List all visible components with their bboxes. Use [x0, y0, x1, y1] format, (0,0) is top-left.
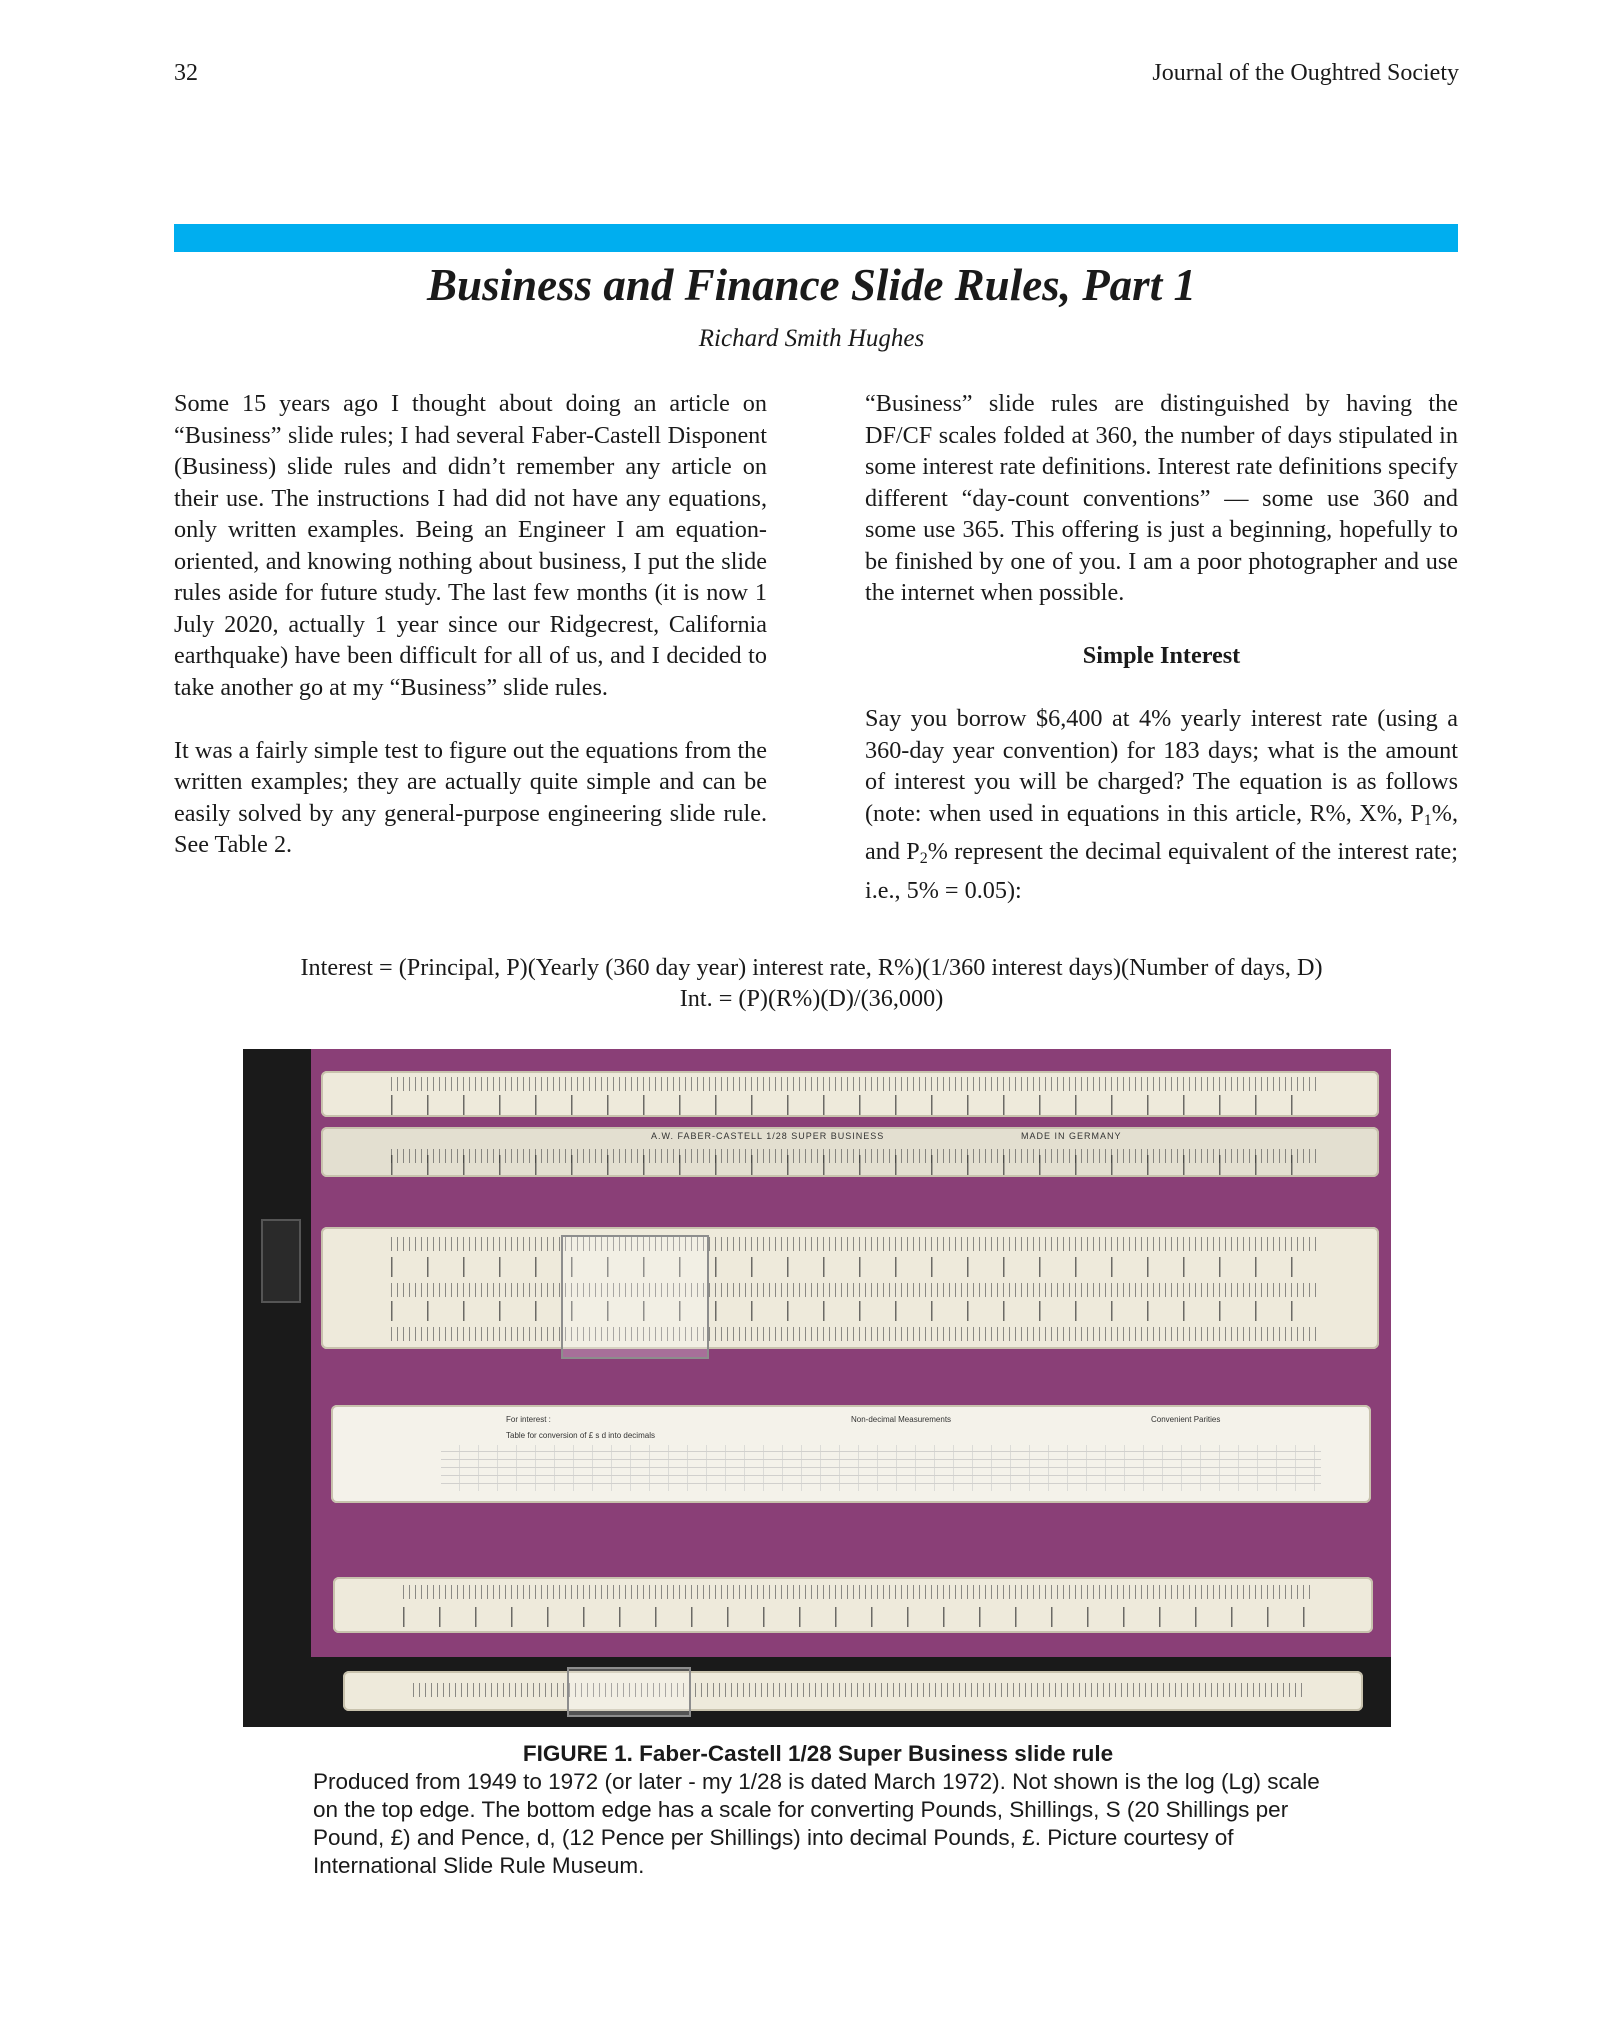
scale-ticks — [391, 1155, 1319, 1175]
equations — [0, 952, 1623, 1014]
author: Richard Smith Hughes — [698, 325, 925, 352]
scale-ticks — [391, 1283, 1319, 1297]
slide-rule-top — [321, 1071, 1379, 1117]
scale-ticks — [391, 1301, 1319, 1321]
caption-text: Produced from 1949 to 1972 (or later - my 1/28 is dated March 1972). Not shown is the log (Lg) scale on the top edge. The bottom edge has a scale for converting Pounds, Shillings, S (20 Shillings per Pound, £) and Pence, d, (12 Pence per Shillings) into decimal Pounds, £. Picture courtesy of International Slide Rule Museum. — [313, 1769, 1320, 1878]
paragraph: “Business” slide rules are distinguished by having the DF/CF scales folded at 360, the number of days stipulated in some interest rate definitions. Interest rate definitions specify different “day-count conventions” — some use 360 and some use 365. This offering is just a beginning, hopefully to be finished by one of you. I am a poor photographer and use the internet when possible. — [865, 390, 1458, 606]
scale-ticks — [391, 1237, 1319, 1251]
back-table-grid — [441, 1445, 1321, 1491]
text-run: Say you borrow $6,400 at 4% yearly interest rate (using a 360-day year convention) for 183 days; what is the amount of interest you will be charged? The equation is as follows (note: when used in equations in this article, R%, X%, P — [865, 705, 1458, 827]
scale-ticks — [391, 1095, 1319, 1115]
text-run: % represent the decimal equivalent of the interest rate; i.e., 5% = 0.05): — [865, 838, 1458, 904]
caption-title: FIGURE 1. Faber-Castell 1/28 Super Business slide rule — [522, 1741, 1114, 1766]
rule-imprint: A.W. FABER-CASTELL 1/28 SUPER BUSINESS — [651, 1131, 885, 1141]
paragraph: It was a fairly simple test to figure out the equations from the written examples; they are actually quite simple and can be easily solved by any general-purpose engineering slide rule. See Table 2. — [174, 736, 767, 858]
black-strip — [243, 1049, 311, 1727]
slide-rule-front — [321, 1227, 1379, 1349]
paragraph: Some 15 years ago I thought about doing an article on “Business” slide rules; I had several Faber-Castell Disponent (Business) slide rules and didn’t remember any article on their use. The instructions I had did not have any equations, only written examples. Being an Engineer I am equation-oriented, and knowing nothing about business, I put the slide rules aside for future study. The last few months (it is now 1 July 2020, actually 1 year since our Ridgecrest, California earthquake) have been difficult for all of us, and I decided to take another go at my “Business” slide rules. — [174, 390, 767, 701]
made-in-label: MADE IN GERMANY — [1021, 1131, 1122, 1141]
title-bar — [174, 224, 1458, 252]
equation: Interest = (Principal, P)(Yearly (360 day year) interest rate, R%)(1/360 interest days)(Number of days, D) — [300, 954, 1323, 981]
figure-caption — [313, 1740, 1323, 1880]
scale-ticks — [391, 1077, 1319, 1091]
scale-ticks — [413, 1683, 1303, 1697]
hinge-clip — [261, 1219, 301, 1303]
slide-rule-edge — [343, 1671, 1363, 1711]
article-title: Business and Finance Slide Rules, Part 1 — [427, 260, 1196, 310]
slide-rule-middle — [321, 1127, 1379, 1177]
left-column — [174, 388, 767, 861]
scale-ticks — [391, 1257, 1319, 1277]
text-run: %, and P — [865, 799, 1458, 865]
running-header: Journal of the Oughtred Society — [1152, 60, 1459, 86]
slide-rule-back — [331, 1405, 1371, 1503]
back-non-decimal: Non-decimal Measurements — [851, 1415, 952, 1424]
paragraph — [865, 703, 1458, 906]
back-for-interest: For interest : — [506, 1415, 551, 1424]
scale-ticks — [403, 1585, 1313, 1599]
cursor — [561, 1235, 709, 1359]
right-column — [865, 388, 1458, 906]
figure-photo — [243, 1049, 1391, 1727]
back-parities: Convenient Parities — [1151, 1415, 1221, 1424]
scale-ticks — [391, 1327, 1319, 1341]
equation: Int. = (P)(R%)(D)/(36,000) — [679, 985, 944, 1012]
slide-reverse — [333, 1577, 1373, 1633]
section-heading: Simple Interest — [1082, 642, 1241, 669]
page-number: 32 — [174, 60, 198, 86]
subscript: 1 — [1423, 811, 1432, 829]
subscript: 2 — [919, 850, 928, 867]
back-table-title: Table for conversion of £ s d into decimals — [506, 1431, 655, 1440]
edge-cursor — [567, 1667, 691, 1717]
scale-ticks — [403, 1607, 1313, 1627]
